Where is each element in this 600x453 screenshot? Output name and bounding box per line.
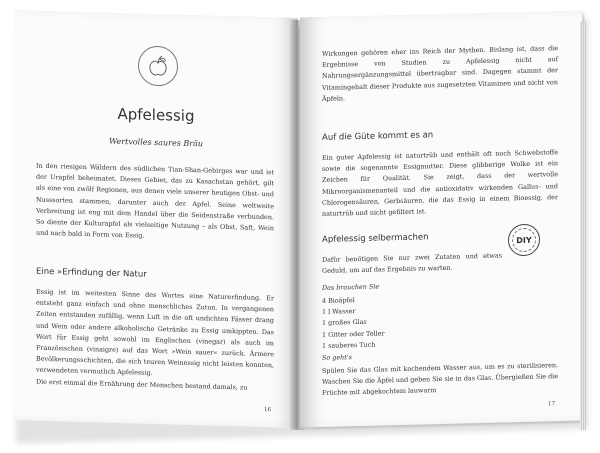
intro-paragraph: In den riesigen Wäldern des südlichen Tian-Shan-Gebirges war und ist der Urapfel beheimatet. Dieses Gebiet, das zu Kasachstan gehört, gilt als eine von zwölf Regionen, aus denen viele unserer heutigen Obst- und Nusssorten stammen, darunter auch der Apfel. Seine weltweite Verbreitung ist eng mit dem Handel über die Seidenstraße verbunden. So diente der Kulturapfel als vielseitige Nutzung – als Obst, Saft, Wein und nach bald in Form von Essig. [36, 161, 274, 240]
left-page [14, 10, 298, 428]
page-number-right: 17 [548, 401, 555, 408]
right-page [300, 11, 582, 428]
section-paragraph: Essig ist im weitesten Sinne des Wortes eine Naturerfindung. Er entsteht ganz einfach und ohne menschliches Zutun. In vergangenen Zeiten entstanden zufällig, wenn Luft in die oft undichten Fässer drang und Wein oder andere alkoholische Getränke zu Essig umkippten. Das Wort für Essig geht sowohl im Englischen (vinegar) als auch im Französischen (vinaigre) auf das Wort »Wein sauer« zurück. Ärmere Bevölkerungsschichten, die sich teuren Weinessig nicht leisten konnten, verwendeten vermutlich Apfelessig. Die erst einmal die Ernährung der Menschen bestand damals, zu [36, 287, 274, 392]
list-item: 4 Bioäpfel [322, 296, 355, 305]
page-number-left: 16 [264, 407, 271, 414]
diy-badge: DIY [508, 224, 540, 257]
apple-emblem-icon [138, 45, 178, 86]
section-heading: Eine »Erfindung der Natur [36, 266, 147, 280]
make-paragraph: Dafür benötigen Sie nur zwei Zutaten und etwas Geduld, um auf das Ergebnis zu warten. [322, 251, 502, 276]
steps-paragraph: Spülen Sie das Glas mit kochendem Wasser aus, um es zu sterilisieren. Waschen Sie die Äpfel und geben Sie sie in das Glas. Übergießen Sie die Früchte mit abgekochtem lauwarm [322, 361, 558, 398]
list-heading: Das brauchen Sie [322, 282, 380, 292]
make-heading: Apfelessig selbermachen [322, 232, 429, 245]
list-item: 1 Gitter oder Teller [322, 328, 385, 339]
page-edges [580, 22, 586, 430]
top-paragraph: Wirkungen gehören eher ins Reich der Mythen. Bislang ist, dass die Ergebnisse von Studien zu Apfelessig nicht auf Nahrungsergänzungsmittel übertragbar sind. Dagegen stammt der Vitamingehalt dieser Produkte aus zugesetzten Vitaminen und nicht von Äpfeln. [322, 44, 558, 103]
list-item: 1 l Wasser [322, 307, 356, 317]
steps-heading: So geht's [322, 353, 352, 362]
ingredient-list [322, 291, 522, 352]
list-item: 1 sauberes Tuch [322, 340, 376, 350]
chapter-title: Apfelessig [117, 104, 195, 126]
list-item: 1 großes Glas [322, 318, 367, 328]
quality-heading: Auf die Güte kommt es an [322, 130, 434, 143]
quality-paragraph: Ein guter Apfelessig ist naturtrüb und enthält oft noch Schwebstoffe sowie die sogenannte Essigmutter. Diese glibberige Wolke ist ein Zeichen für Qualität. Sie zeigt, dass der wertvolle Mikroorganismenanteil und die antioxidativ wirkenden Gallus- und Chlorogensäuren, Gerbsäuren, die das Essig in einem Bioessig, der naturtrüb und nicht gefiltert ist. [322, 148, 558, 218]
chapter-subtitle: Wertvolles saures Bräu [108, 136, 204, 149]
